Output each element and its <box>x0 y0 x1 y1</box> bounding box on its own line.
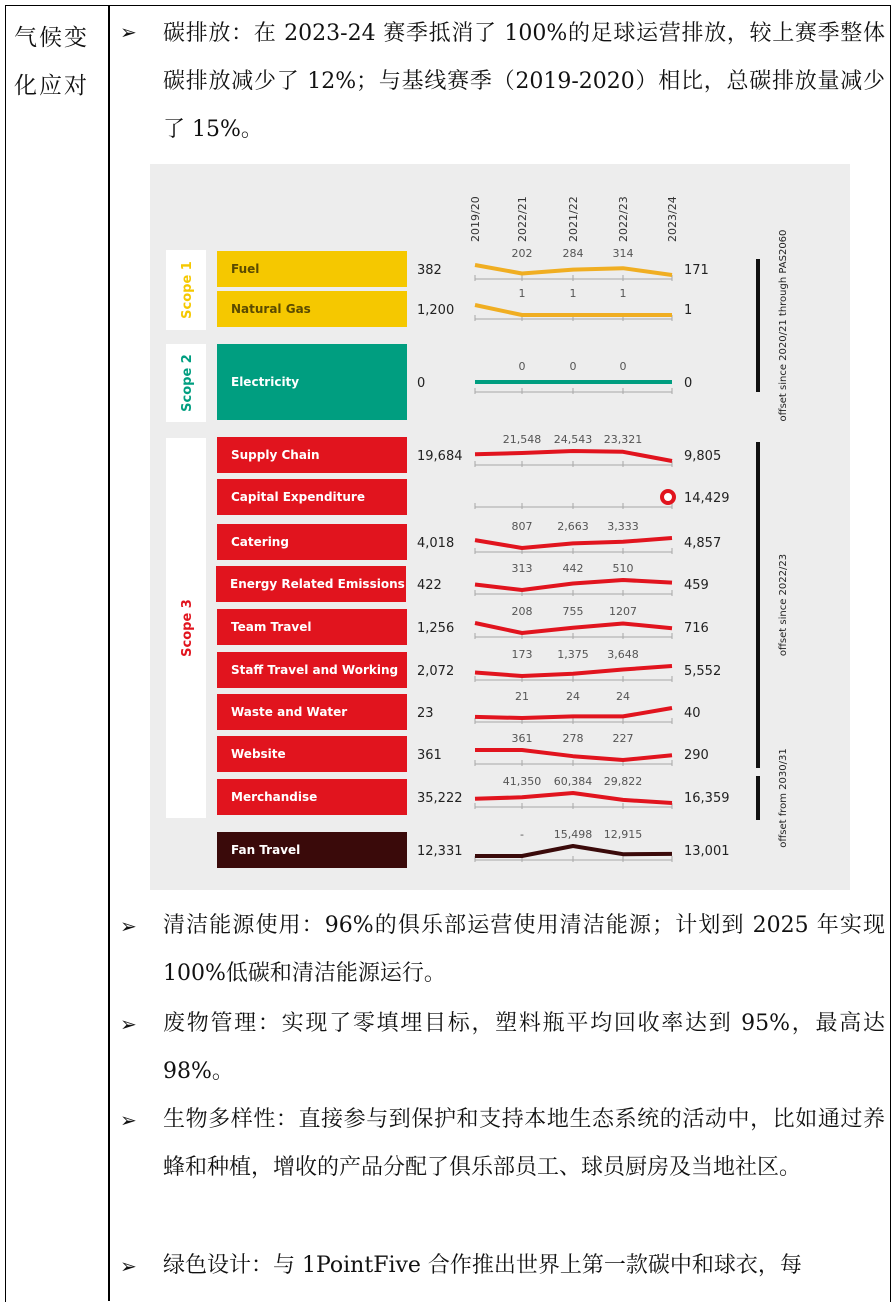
baseline-value: 422 <box>417 578 442 593</box>
paragraph-clean-energy: 清洁能源使用：96%的俱乐部运营使用清洁能源；计划到 2025 年实现 100%低碳和清洁能源运行。 <box>163 913 885 986</box>
latest-value: 40 <box>684 706 701 721</box>
x-tick-label: 2019/20 <box>469 196 482 242</box>
baseline-value: 361 <box>417 748 442 763</box>
series-line <box>475 305 672 315</box>
offset-note: offset from 2030/31 <box>778 748 789 848</box>
latest-value: 0 <box>684 376 693 391</box>
category-label: Staff Travel and Working <box>231 663 399 677</box>
scope-label: Scope 3 <box>180 599 195 657</box>
series-line <box>475 793 672 803</box>
data-label: 173 <box>511 648 533 661</box>
category-label: Merchandise <box>231 790 318 804</box>
category-label: Energy Related Emissions <box>230 577 405 591</box>
data-label: 0 <box>619 360 627 373</box>
emissions-chart <box>150 164 850 890</box>
data-label: 21,548 <box>502 433 542 446</box>
baseline-value: 19,684 <box>417 449 463 464</box>
data-label: 24,543 <box>553 433 593 446</box>
paragraph-biodiversity: 生物多样性：直接参与到保护和支持本地生态系统的活动中，比如通过养蜂和种植，增收的产品分配了俱乐部员工、球员厨房及当地社区。 <box>163 1107 885 1180</box>
data-label: 12,915 <box>603 828 643 841</box>
data-label: 1 <box>619 287 627 300</box>
data-label: 24 <box>566 690 580 703</box>
latest-value: 5,552 <box>684 664 722 679</box>
data-label: 3,648 <box>607 648 639 661</box>
latest-value: 290 <box>684 748 709 763</box>
data-label: 0 <box>518 360 526 373</box>
paragraph-waste: 废物管理：实现了零填埋目标，塑料瓶平均回收率达到 95%，最高达 98%。 <box>163 1011 885 1084</box>
data-label: 202 <box>511 247 533 260</box>
data-label: 0 <box>569 360 577 373</box>
emissions-chart-svg <box>150 164 850 890</box>
category-label: Natural Gas <box>231 302 311 316</box>
latest-value: 16,359 <box>684 791 730 806</box>
data-label: 755 <box>562 605 584 618</box>
data-label: 29,822 <box>603 775 643 788</box>
data-label: 21 <box>515 690 529 703</box>
category-label: Electricity <box>231 375 300 389</box>
series-line <box>475 750 672 760</box>
latest-value: 171 <box>684 263 709 278</box>
category-label: Fan Travel <box>231 843 301 857</box>
category-label: Team Travel <box>231 620 312 634</box>
baseline-value: 1,200 <box>417 303 455 318</box>
bullet-icon: ➢ <box>120 1012 137 1036</box>
scope-label: Scope 2 <box>180 354 195 412</box>
latest-value: 716 <box>684 621 709 636</box>
paragraph-carbon: 碳排放：在 2023-24 赛季抵消了 100%的足球运营排放，较上赛季整体碳排放减少了 12%；与基线赛季（2019-2020）相比，总碳排放量减少了 15%。 <box>163 21 885 142</box>
latest-value: 1 <box>684 303 693 318</box>
category-label: Fuel <box>231 262 260 276</box>
series-line <box>475 265 672 275</box>
baseline-value: 2,072 <box>417 664 455 679</box>
paragraph-green-design: 绿色设计：与 1PointFive 合作推出世界上第一款碳中和球衣，每 <box>163 1253 802 1278</box>
x-tick-label: 2022/23 <box>617 196 630 242</box>
baseline-value: 0 <box>417 376 426 391</box>
data-label: 442 <box>562 562 584 575</box>
series-line <box>475 708 672 718</box>
series-line <box>475 846 672 856</box>
bullet-icon: ➢ <box>120 1108 137 1132</box>
data-label: 2,663 <box>557 520 589 533</box>
data-label: 1207 <box>609 605 637 618</box>
bullet-icon: ➢ <box>120 914 137 938</box>
baseline-value: 35,222 <box>417 791 463 806</box>
data-label: 313 <box>511 562 533 575</box>
category-label: Catering <box>231 535 289 549</box>
latest-value: 459 <box>684 578 709 593</box>
category-label: Capital Expenditure <box>231 490 365 504</box>
latest-value: 14,429 <box>684 491 730 506</box>
data-label: 1,375 <box>557 648 589 661</box>
data-label: 208 <box>511 605 533 618</box>
scope-label: Scope 1 <box>180 261 195 319</box>
offset-note: offset since 2022/23 <box>778 553 789 657</box>
series-line <box>475 623 672 633</box>
data-label: 60,384 <box>553 775 593 788</box>
data-label: 510 <box>612 562 634 575</box>
latest-value: 13,001 <box>684 844 730 859</box>
data-label: 1 <box>518 287 526 300</box>
baseline-value: 382 <box>417 263 442 278</box>
baseline-value: 4,018 <box>417 536 455 551</box>
data-label: - <box>520 828 524 841</box>
data-label: 41,350 <box>502 775 542 788</box>
category-label: Supply Chain <box>231 448 320 462</box>
latest-value: 4,857 <box>684 536 722 551</box>
data-label: 278 <box>562 732 584 745</box>
category-label: Waste and Water <box>231 705 348 719</box>
data-label: 807 <box>511 520 533 533</box>
data-point <box>662 491 674 503</box>
column-divider <box>108 5 110 1301</box>
data-label: 314 <box>612 247 634 260</box>
series-line <box>475 538 672 548</box>
bullet-icon: ➢ <box>120 1254 137 1278</box>
series-line <box>475 666 672 676</box>
category-label: Website <box>231 747 286 761</box>
offset-note: offset since 2020/21 through PAS2060 <box>778 229 789 422</box>
x-tick-label: 2022/21 <box>516 196 529 242</box>
baseline-value: 23 <box>417 706 434 721</box>
series-line <box>475 451 672 461</box>
series-line <box>475 580 672 590</box>
baseline-value: 12,331 <box>417 844 463 859</box>
x-tick-label: 2021/22 <box>567 196 580 242</box>
data-label: 227 <box>612 732 634 745</box>
data-label: 24 <box>616 690 630 703</box>
data-label: 284 <box>562 247 584 260</box>
latest-value: 9,805 <box>684 449 722 464</box>
data-label: 23,321 <box>603 433 643 446</box>
data-label: 3,333 <box>607 520 639 533</box>
data-label: 361 <box>511 732 533 745</box>
data-label: 15,498 <box>553 828 593 841</box>
data-label: 1 <box>569 287 577 300</box>
bullet-icon: ➢ <box>120 20 137 44</box>
row-label: 气候变化应对 <box>14 25 89 99</box>
baseline-value: 1,256 <box>417 621 455 636</box>
x-tick-label: 2023/24 <box>666 196 679 242</box>
